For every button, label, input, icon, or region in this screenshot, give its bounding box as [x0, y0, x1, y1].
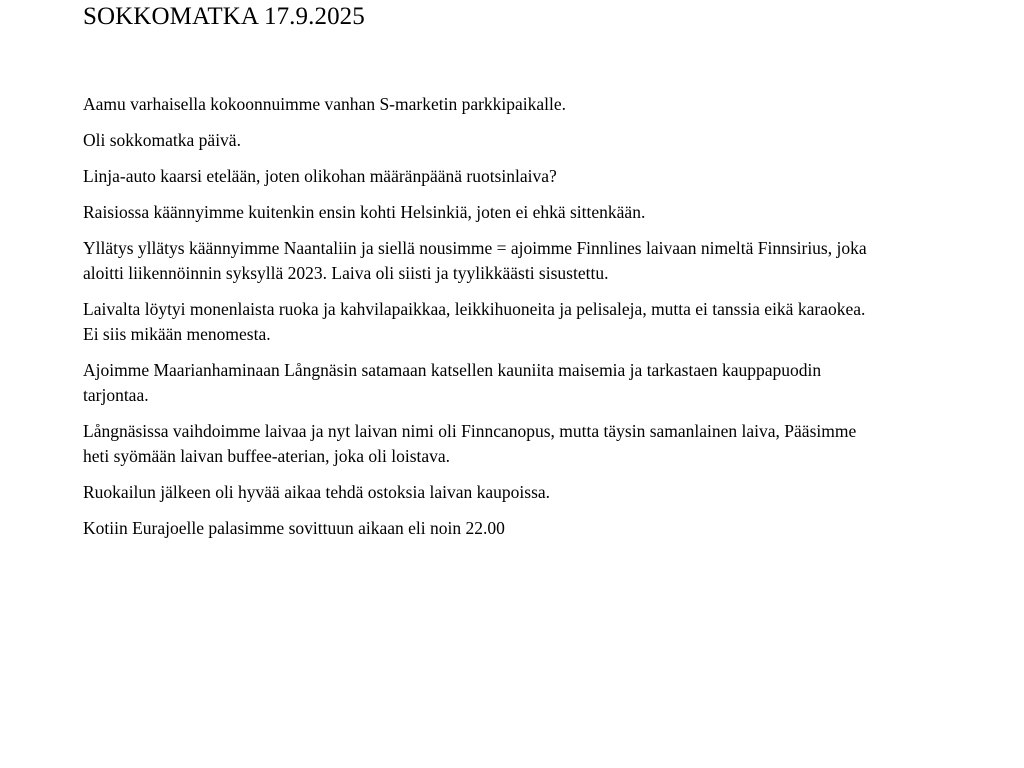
paragraph-4: Raisiossa käännyimme kuitenkin ensin kohti Helsinkiä, joten ei ehkä sittenkään. [83, 202, 646, 222]
paragraph-3: Linja-auto kaarsi etelään, joten olikohan määränpäänä ruotsinlaiva? [83, 166, 557, 186]
paragraph-2: Oli sokkomatka päivä. [83, 130, 241, 150]
paragraph-6: Laivalta löytyi monenlaista ruoka ja kahvilapaikkaa, leikkihuoneita ja pelisaleja, mutta ei tanssia eikä karaokea. Ei siis mikään menomesta. [83, 299, 866, 344]
paragraph-9: Ruokailun jälkeen oli hyvää aikaa tehdä ostoksia laivan kaupoissa. [83, 482, 551, 502]
paragraph-1: Aamu varhaisella kokoonnuimme vanhan S-marketin parkkipaikalle. [83, 94, 567, 114]
paragraph-5: Yllätys yllätys käännyimme Naantaliin ja siellä nousimme = ajoimme Finnlines laivaan nimeltä Finnsirius, joka aloitti liikennöinnin syksyllä 2023. Laiva oli siisti ja tyylikkäästi sisustettu. [83, 238, 867, 283]
paragraph-7: Ajoimme Maarianhaminaan Långnäsin satamaan katsellen kauniita maisemia ja tarkastaen kauppapuodin tarjontaa. [83, 360, 822, 405]
paragraph-10: Kotiin Eurajoelle palasimme sovittuun aikaan eli noin 22.00 [83, 518, 505, 538]
document-title: SOKKOMATKA 17.9.2025 [83, 3, 365, 30]
paragraph-8: Långnäsissa vaihdoimme laivaa ja nyt laivan nimi oli Finncanopus, mutta täysin samanlainen laiva, Pääsimme heti syömään laivan buffee-aterian, joka oli loistava. [83, 421, 857, 466]
document-body [83, 92, 873, 541]
